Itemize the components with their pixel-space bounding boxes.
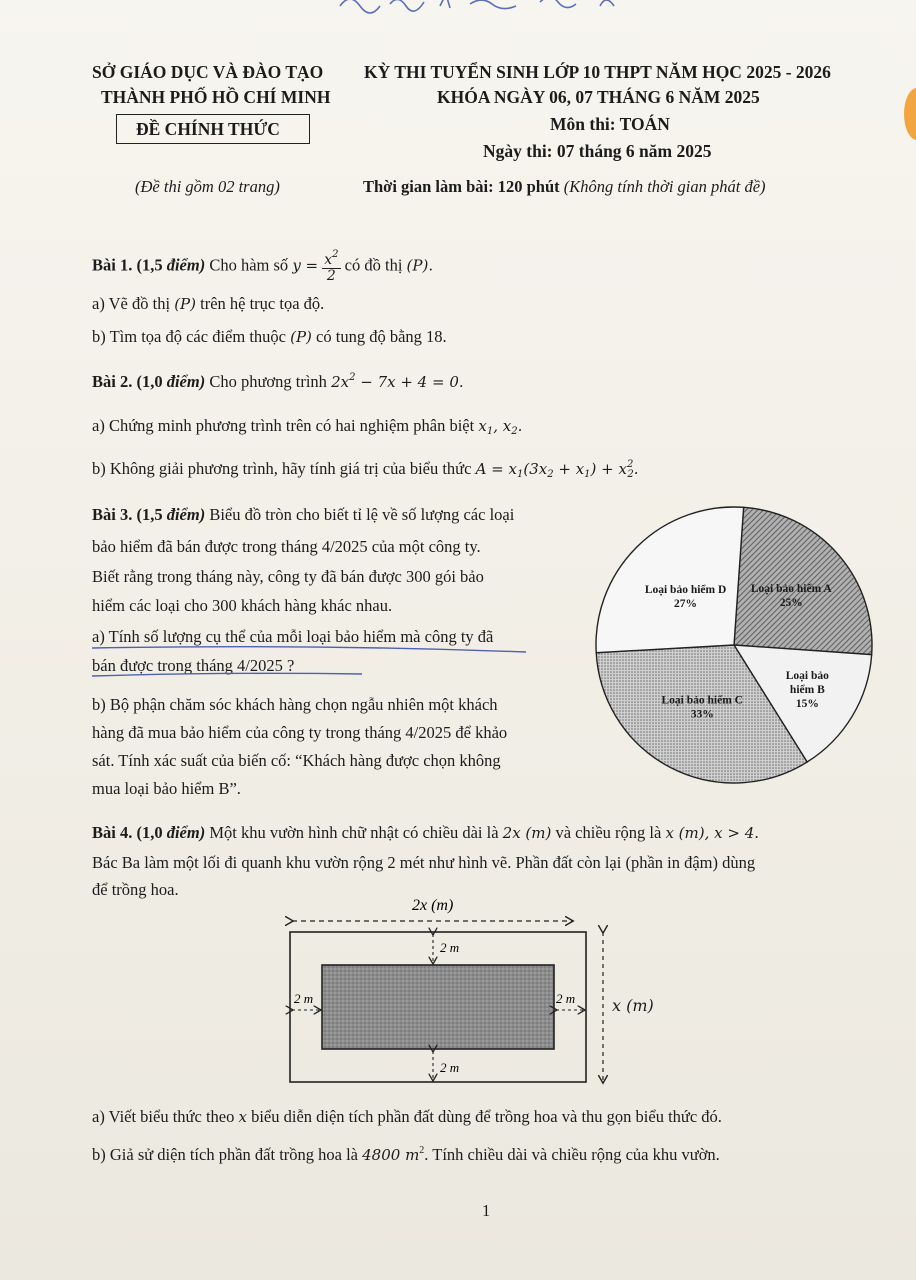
exam-date: Ngày thi: 07 tháng 6 năm 2025 <box>483 141 712 161</box>
bai2-roots <box>478 417 522 435</box>
bai2-b-text: b) Không giải phương trình, hãy tính giá trị của biểu thức <box>92 459 472 478</box>
pie-slice-d <box>596 507 744 653</box>
bai4-b-text: b) Giả sử diện tích phần đất trồng hoa là <box>92 1145 358 1164</box>
bai1-points-word: điểm) <box>166 255 206 275</box>
bai1-b-prefix: b) Tìm tọa độ các điểm thuộc <box>92 327 286 346</box>
expr-mid: (3x <box>523 460 548 478</box>
handwritten-note-scribble <box>330 0 650 14</box>
expr-sup: 2 <box>626 459 634 470</box>
garden-diagram <box>282 888 622 1090</box>
bai2-eq-part1: 2x <box>331 373 350 391</box>
bai4-width: x (m), x > 4. <box>665 824 760 842</box>
bai2-part-b <box>92 459 639 481</box>
bai4-part-a <box>92 1107 722 1127</box>
bai4-heading <box>92 823 759 843</box>
handwritten-underline <box>90 638 530 682</box>
city-name: THÀNH PHỐ HỒ CHÍ MINH <box>101 87 331 107</box>
bai4-a-x: x <box>238 1108 247 1126</box>
expr-sub2: 2 <box>547 469 554 480</box>
bai2-title: Bài 2. <box>92 372 133 391</box>
bai2-eq-exp: 2 <box>349 372 356 383</box>
bai2-intro: Cho phương trình <box>209 372 327 391</box>
bai4-part-b <box>92 1145 720 1165</box>
bai4-title: Bài 4. <box>92 823 133 842</box>
bai4-line2: Bác Ba làm một lối đi quanh khu vườn rộng 2 mét như hình vẽ. Phần đất còn lại (phần in đậm) dùng <box>92 853 756 872</box>
bai3-part-b-line: mua loại bảo hiểm B”. <box>92 779 241 798</box>
expr-sub1: 1 <box>516 469 524 480</box>
pie-category-label-b: hiểm B <box>789 684 825 697</box>
bai1-title: Bài 1. <box>92 255 133 275</box>
exam-title: KỲ THI TUYỂN SINH LỚP 10 THPT NĂM HỌC 2025 - 2026 <box>364 62 831 82</box>
exam-subject: Môn thi: TOÁN <box>550 114 670 134</box>
bai4-b-text2: . Tính chiều dài và chiều rộng của khu vườn. <box>424 1145 720 1164</box>
bai4-b-area: 4800 m <box>362 1146 420 1164</box>
bai3-part-a-line: bán được trong tháng 4/2025 ? <box>92 656 295 675</box>
bai2-heading <box>92 372 464 392</box>
bai3-part-b-line: b) Bộ phận chăm sóc khách hàng chọn ngẫu nhiên một khách <box>92 695 498 714</box>
page-number: 1 <box>482 1201 491 1220</box>
bai3-line: bảo hiểm đã bán được trong tháng 4/2025 của một công ty. <box>92 537 481 556</box>
flowerbed-rect <box>322 965 554 1049</box>
bai2-part-a <box>92 416 522 438</box>
pie-value-label-d: 27% <box>674 597 698 610</box>
bai3-part-b-line: sát. Tính xác suất của biến cố: “Khách hàng được chọn không <box>92 751 501 770</box>
bai1-fn-num: x <box>324 252 333 268</box>
bai3-part-b-line: hàng đã mua bảo hiểm của công ty trong tháng 4/2025 để khảo <box>92 723 508 742</box>
gap-left-label: 2 m <box>294 991 314 1006</box>
expr-mid3: ) + x <box>590 460 627 478</box>
pie-category-label-d: Loại bảo hiểm D <box>644 583 727 596</box>
bai1-b-p: (P) <box>290 328 312 346</box>
pie-category-label-c: Loại bảo hiểm C <box>661 694 743 707</box>
bai4-a-text2: biểu diễn diện tích phần đất dùng để trồng hoa và thu gọn biểu thức đó. <box>251 1107 722 1126</box>
bai1-a-suffix: trên hệ trục tọa độ. <box>200 294 325 313</box>
bai3-line: Biểu đồ tròn cho biết tỉ lệ về số lượng các loại <box>209 505 515 524</box>
exam-duration <box>363 177 766 197</box>
bai1-b-suffix: có tung độ bằng 18. <box>316 327 447 346</box>
pie-value-label-b: 15% <box>795 698 819 711</box>
expr-sub3: 1 <box>584 469 591 480</box>
bai1-fn-exp: 2 <box>332 249 339 260</box>
bai1-intro: Cho hàm số <box>209 255 289 275</box>
bai2-a-text: a) Chứng minh phương trình trên có hai nghiệm phân biệt <box>92 416 475 435</box>
gap-right-label: 2 m <box>556 991 576 1006</box>
bai1-part-b <box>92 327 447 347</box>
bai1-a-p: (P) <box>174 295 196 313</box>
bai3-part-a-line: a) Tính số lượng cụ thể của mỗi loại bảo hiểm mà công ty đã <box>92 627 494 646</box>
pie-value-label-a: 25% <box>779 597 803 610</box>
bai4-line1-a: Một khu vườn hình chữ nhật có chiều dài là <box>209 823 499 842</box>
bai4-line3: để trồng hoa. <box>92 880 179 899</box>
duration-text: Thời gian làm bài: 120 phút <box>363 177 560 196</box>
gap-top-label: 2 m <box>440 940 460 955</box>
expr-sub4: 2 <box>627 469 634 480</box>
gap-bottom-label: 2 m <box>440 1060 460 1075</box>
dim-side-label: x (m) <box>612 996 654 1015</box>
expr-mid2: + x <box>558 460 585 478</box>
bai4-points: (1,0 <box>136 823 163 842</box>
root-end: . <box>517 417 523 435</box>
pie-category-label-a: Loại bảo hiểm A <box>750 583 832 596</box>
bai4-b-area-exp: 2 <box>419 1145 425 1156</box>
bai2-points-word: điểm) <box>166 372 206 391</box>
bai3-points-word: điểm) <box>166 505 206 524</box>
bai3-heading <box>92 505 514 525</box>
bai3-title: Bài 3. <box>92 505 133 524</box>
root-sep: , x <box>493 417 512 435</box>
bai1-graph-name: (P). <box>406 256 434 275</box>
bai1-a-prefix: a) Vẽ đồ thị <box>92 294 171 313</box>
duration-note: (Không tính thời gian phát đề) <box>563 177 766 196</box>
bai4-length: 2x (m) <box>502 824 552 842</box>
bai1-points: (1,5 <box>136 255 163 275</box>
bai1-graph-text: có đồ thị <box>344 255 403 275</box>
pie-value-label-c: 33% <box>690 708 714 721</box>
official-label: ĐỀ CHÍNH THỨC <box>136 119 280 139</box>
root-x2-sub: 2 <box>511 426 518 437</box>
bai1-part-a <box>92 294 324 314</box>
exam-session: KHÓA NGÀY 06, 07 THÁNG 6 NĂM 2025 <box>437 87 760 107</box>
pie-slice-a <box>734 507 872 654</box>
bai4-points-word: điểm) <box>166 823 206 842</box>
expr-end: . <box>633 460 639 478</box>
bai1-fn-lhs: y = <box>292 256 319 275</box>
dim-top-label: 2x (m) <box>412 897 454 914</box>
bai1-fn-den: 2 <box>326 267 336 284</box>
bai1-fraction <box>322 250 340 283</box>
pages-note: (Đề thi gồm 02 trang) <box>135 177 280 196</box>
bai4-a-text: a) Viết biểu thức theo <box>92 1107 235 1126</box>
bai2-eq-part2: − 7x + 4 = 0. <box>360 373 464 391</box>
bai3-line: Biết rằng trong tháng này, công ty đã bán được 300 gói bảo <box>92 567 484 586</box>
pie-category-label-b: Loại bảo <box>785 670 829 683</box>
bai1-heading <box>92 250 433 283</box>
expr-a: A = x <box>475 460 517 478</box>
insurance-pie-chart <box>586 500 882 790</box>
bai2-points: (1,0 <box>136 372 163 391</box>
root-x1-sub: 1 <box>486 426 494 437</box>
bai2-expression <box>476 460 639 478</box>
bai2-equation <box>331 373 464 391</box>
bai3-points: (1,5 <box>136 505 163 524</box>
department-name: SỞ GIÁO DỤC VÀ ĐÀO TẠO <box>92 62 324 82</box>
bai4-line1-b: và chiều rộng là <box>555 823 662 842</box>
bai3-line: hiểm các loại cho 300 khách hàng khác nhau. <box>92 596 393 615</box>
root-x1: x <box>478 417 487 435</box>
